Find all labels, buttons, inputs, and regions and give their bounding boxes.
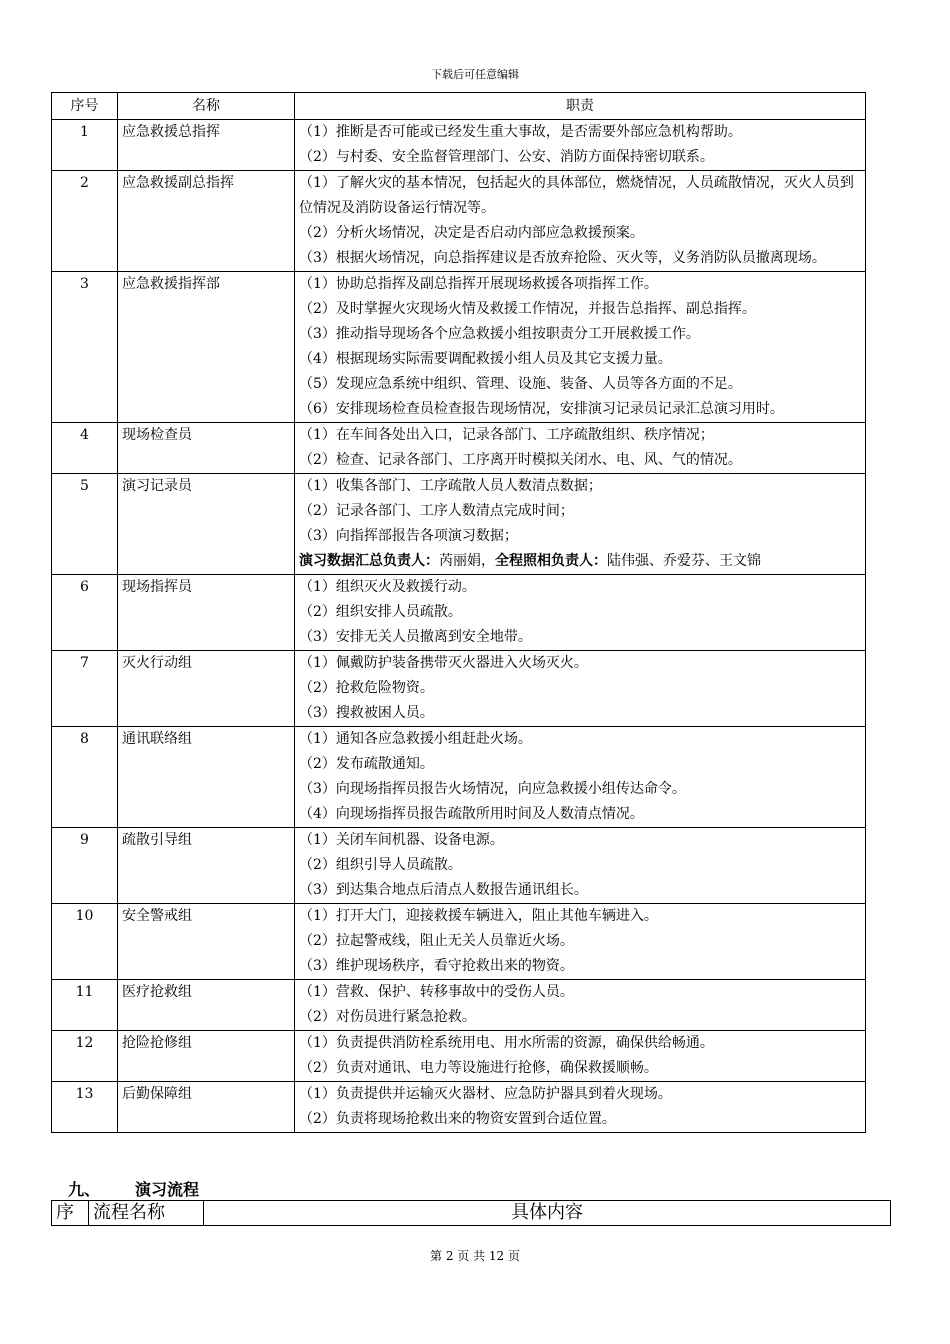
duty-item: （3）维护现场秩序，看守抢救出来的物资。 (299, 958, 574, 974)
row-duties (295, 1031, 866, 1082)
flow-header-name: 流程名称 (89, 1201, 204, 1226)
table-row (52, 171, 866, 272)
duty-item: （1）负责提供消防栓系统用电、用水所需的资源，确保供给畅通。 (299, 1035, 714, 1051)
row-number: 2 (52, 171, 118, 272)
row-role-name: 现场检查员 (118, 423, 295, 474)
row-duties (295, 474, 866, 575)
duty-item: （1）协助总指挥及副总指挥开展现场救援各项指挥工作。 (299, 276, 658, 292)
duty-item: （1）负责提供并运输灭火器材、应急防护器具到着火现场。 (299, 1086, 672, 1102)
duties-table (51, 92, 866, 1133)
row-role-name: 通讯联络组 (118, 727, 295, 828)
row-number: 4 (52, 423, 118, 474)
row-number: 11 (52, 980, 118, 1031)
table-row (52, 727, 866, 828)
row-number: 10 (52, 904, 118, 980)
row-number: 7 (52, 651, 118, 727)
duty-item: （1）打开大门，迎接救援车辆进入，阻止其他车辆进入。 (299, 908, 658, 924)
duty-item: （2）分析火场情况，决定是否启动内部应急救援预案。 (299, 225, 644, 241)
duty-item: （4）向现场指挥员报告疏散所用时间及人数清点情况。 (299, 806, 644, 822)
table-row (52, 575, 866, 651)
row-duties (295, 904, 866, 980)
duty-item: （6）安排现场检查员检查报告现场情况，安排演习记录员记录汇总演习用时。 (299, 401, 784, 417)
row-role-name: 应急救援指挥部 (118, 272, 295, 423)
duty-item: （1）推断是否可能或已经发生重大事故，是否需要外部应急机构帮助。 (299, 124, 742, 140)
row-role-name: 灭火行动组 (118, 651, 295, 727)
row-duties (295, 1082, 866, 1133)
page-footer: 第 2 页 共 12 页 (430, 1249, 520, 1263)
duty-item: （3）向指挥部报告各项演习数据； (299, 528, 518, 544)
table-row (52, 828, 866, 904)
duty-item: （1）了解火灾的基本情况，包括起火的具体部位，燃烧情况，人员疏散情况，灭火人员到位情况及消防设备运行情况等。 (299, 175, 854, 216)
duty-item: （1）关闭车间机器、设备电源。 (299, 832, 504, 848)
row-role-name: 疏散引导组 (118, 828, 295, 904)
duty-item: （3）向现场指挥员报告火场情况，向应急救援小组传达命令。 (299, 781, 686, 797)
row-number: 12 (52, 1031, 118, 1082)
duty-item: （1）佩戴防护装备携带灭火器进入火场灭火。 (299, 655, 588, 671)
flow-header-row (52, 1201, 891, 1226)
table-row (52, 120, 866, 171)
duty-item: （3）搜救被困人员。 (299, 705, 434, 721)
row-duties (295, 980, 866, 1031)
table-row (52, 651, 866, 727)
duty-item: （3）安排无关人员撤离到安全地带。 (299, 629, 532, 645)
header-note: 下载后可任意编辑 (431, 68, 519, 81)
table-row (52, 1082, 866, 1133)
row-role-name: 应急救援总指挥 (118, 120, 295, 171)
responsible-value: 芮丽娟， (439, 553, 495, 569)
header-name: 名称 (118, 93, 295, 120)
flow-table (51, 1200, 891, 1226)
duty-item: （2）记录各部门、工序人数清点完成时间； (299, 503, 574, 519)
duty-item: （2）及时掌握火灾现场火情及救援工作情况，并报告总指挥、副总指挥。 (299, 301, 756, 317)
row-role-name: 应急救援副总指挥 (118, 171, 295, 272)
table-row (52, 1031, 866, 1082)
table-row (52, 980, 866, 1031)
row-number: 3 (52, 272, 118, 423)
row-role-name: 医疗抢救组 (118, 980, 295, 1031)
duty-item: （2）负责将现场抢救出来的物资安置到合适位置。 (299, 1111, 616, 1127)
row-number: 8 (52, 727, 118, 828)
duty-item: （2）组织安排人员疏散。 (299, 604, 462, 620)
section-title: 演习流程 (135, 1180, 200, 1199)
duty-item: （1）组织灭火及救援行动。 (299, 579, 476, 595)
duty-item: （3）根据火场情况，向总指挥建议是否放弃抢险、灭火等，义务消防队员撤离现场。 (299, 250, 826, 266)
duty-item: （2）组织引导人员疏散。 (299, 857, 462, 873)
row-number: 9 (52, 828, 118, 904)
duty-item: （2）拉起警戒线，阻止无关人员靠近火场。 (299, 933, 574, 949)
header-duty: 职责 (295, 93, 866, 120)
table-row (52, 904, 866, 980)
row-role-name: 抢险抢修组 (118, 1031, 295, 1082)
table-row (52, 474, 866, 575)
row-role-name: 现场指挥员 (118, 575, 295, 651)
duty-item: （2）检查、记录各部门、工序离开时模拟关闭水、电、风、气的情况。 (299, 452, 742, 468)
duty-item: （3）到达集合地点后清点人数报告通讯组长。 (299, 882, 588, 898)
duty-item: （2）与村委、安全监督管理部门、公安、消防方面保持密切联系。 (299, 149, 714, 165)
row-duties (295, 727, 866, 828)
table-row (52, 272, 866, 423)
row-role-name: 后勤保障组 (118, 1082, 295, 1133)
header-no: 序号 (52, 93, 118, 120)
duty-item: （4）根据现场实际需要调配救援小组人员及其它支援力量。 (299, 351, 672, 367)
row-duties (295, 651, 866, 727)
duty-item: （1）通知各应急救援小组赶赴火场。 (299, 731, 532, 747)
duty-item: （2）抢救危险物资。 (299, 680, 434, 696)
duty-item: （1）在车间各处出入口，记录各部门、工序疏散组织、秩序情况； (299, 427, 714, 443)
flow-header-content: 具体内容 (204, 1201, 891, 1226)
responsible-label: 演习数据汇总负责人： (299, 553, 439, 569)
duty-item: （1）营救、保护、转移事故中的受伤人员。 (299, 984, 574, 1000)
responsible-label: 全程照相负责人： (495, 553, 607, 569)
row-duties (295, 171, 866, 272)
section-number: 九、 (68, 1180, 101, 1199)
duty-item: （1）收集各部门、工序疏散人员人数清点数据； (299, 478, 602, 494)
duty-item: （2）对伤员进行紧急抢救。 (299, 1009, 476, 1025)
row-number: 6 (52, 575, 118, 651)
table-body (52, 120, 866, 1133)
row-duties (295, 120, 866, 171)
row-duties (295, 272, 866, 423)
row-number: 5 (52, 474, 118, 575)
duty-item: （2）发布疏散通知。 (299, 756, 434, 772)
row-role-name: 安全警戒组 (118, 904, 295, 980)
row-duties (295, 828, 866, 904)
row-duties (295, 423, 866, 474)
section-heading (68, 1177, 199, 1200)
duty-item: （3）推动指导现场各个应急救援小组按职责分工开展救援工作。 (299, 326, 700, 342)
duty-item: （2）负责对通讯、电力等设施进行抢修，确保救援顺畅。 (299, 1060, 658, 1076)
row-number: 1 (52, 120, 118, 171)
table-row (52, 423, 866, 474)
responsible-line (299, 549, 861, 574)
row-role-name: 演习记录员 (118, 474, 295, 575)
row-number: 13 (52, 1082, 118, 1133)
table-header-row (52, 93, 866, 120)
responsible-value: 陆伟强、乔爱芬、王文锦 (607, 553, 761, 569)
row-duties (295, 575, 866, 651)
duty-item: （5）发现应急系统中组织、管理、设施、装备、人员等各方面的不足。 (299, 376, 742, 392)
flow-header-no: 序 (52, 1201, 89, 1226)
